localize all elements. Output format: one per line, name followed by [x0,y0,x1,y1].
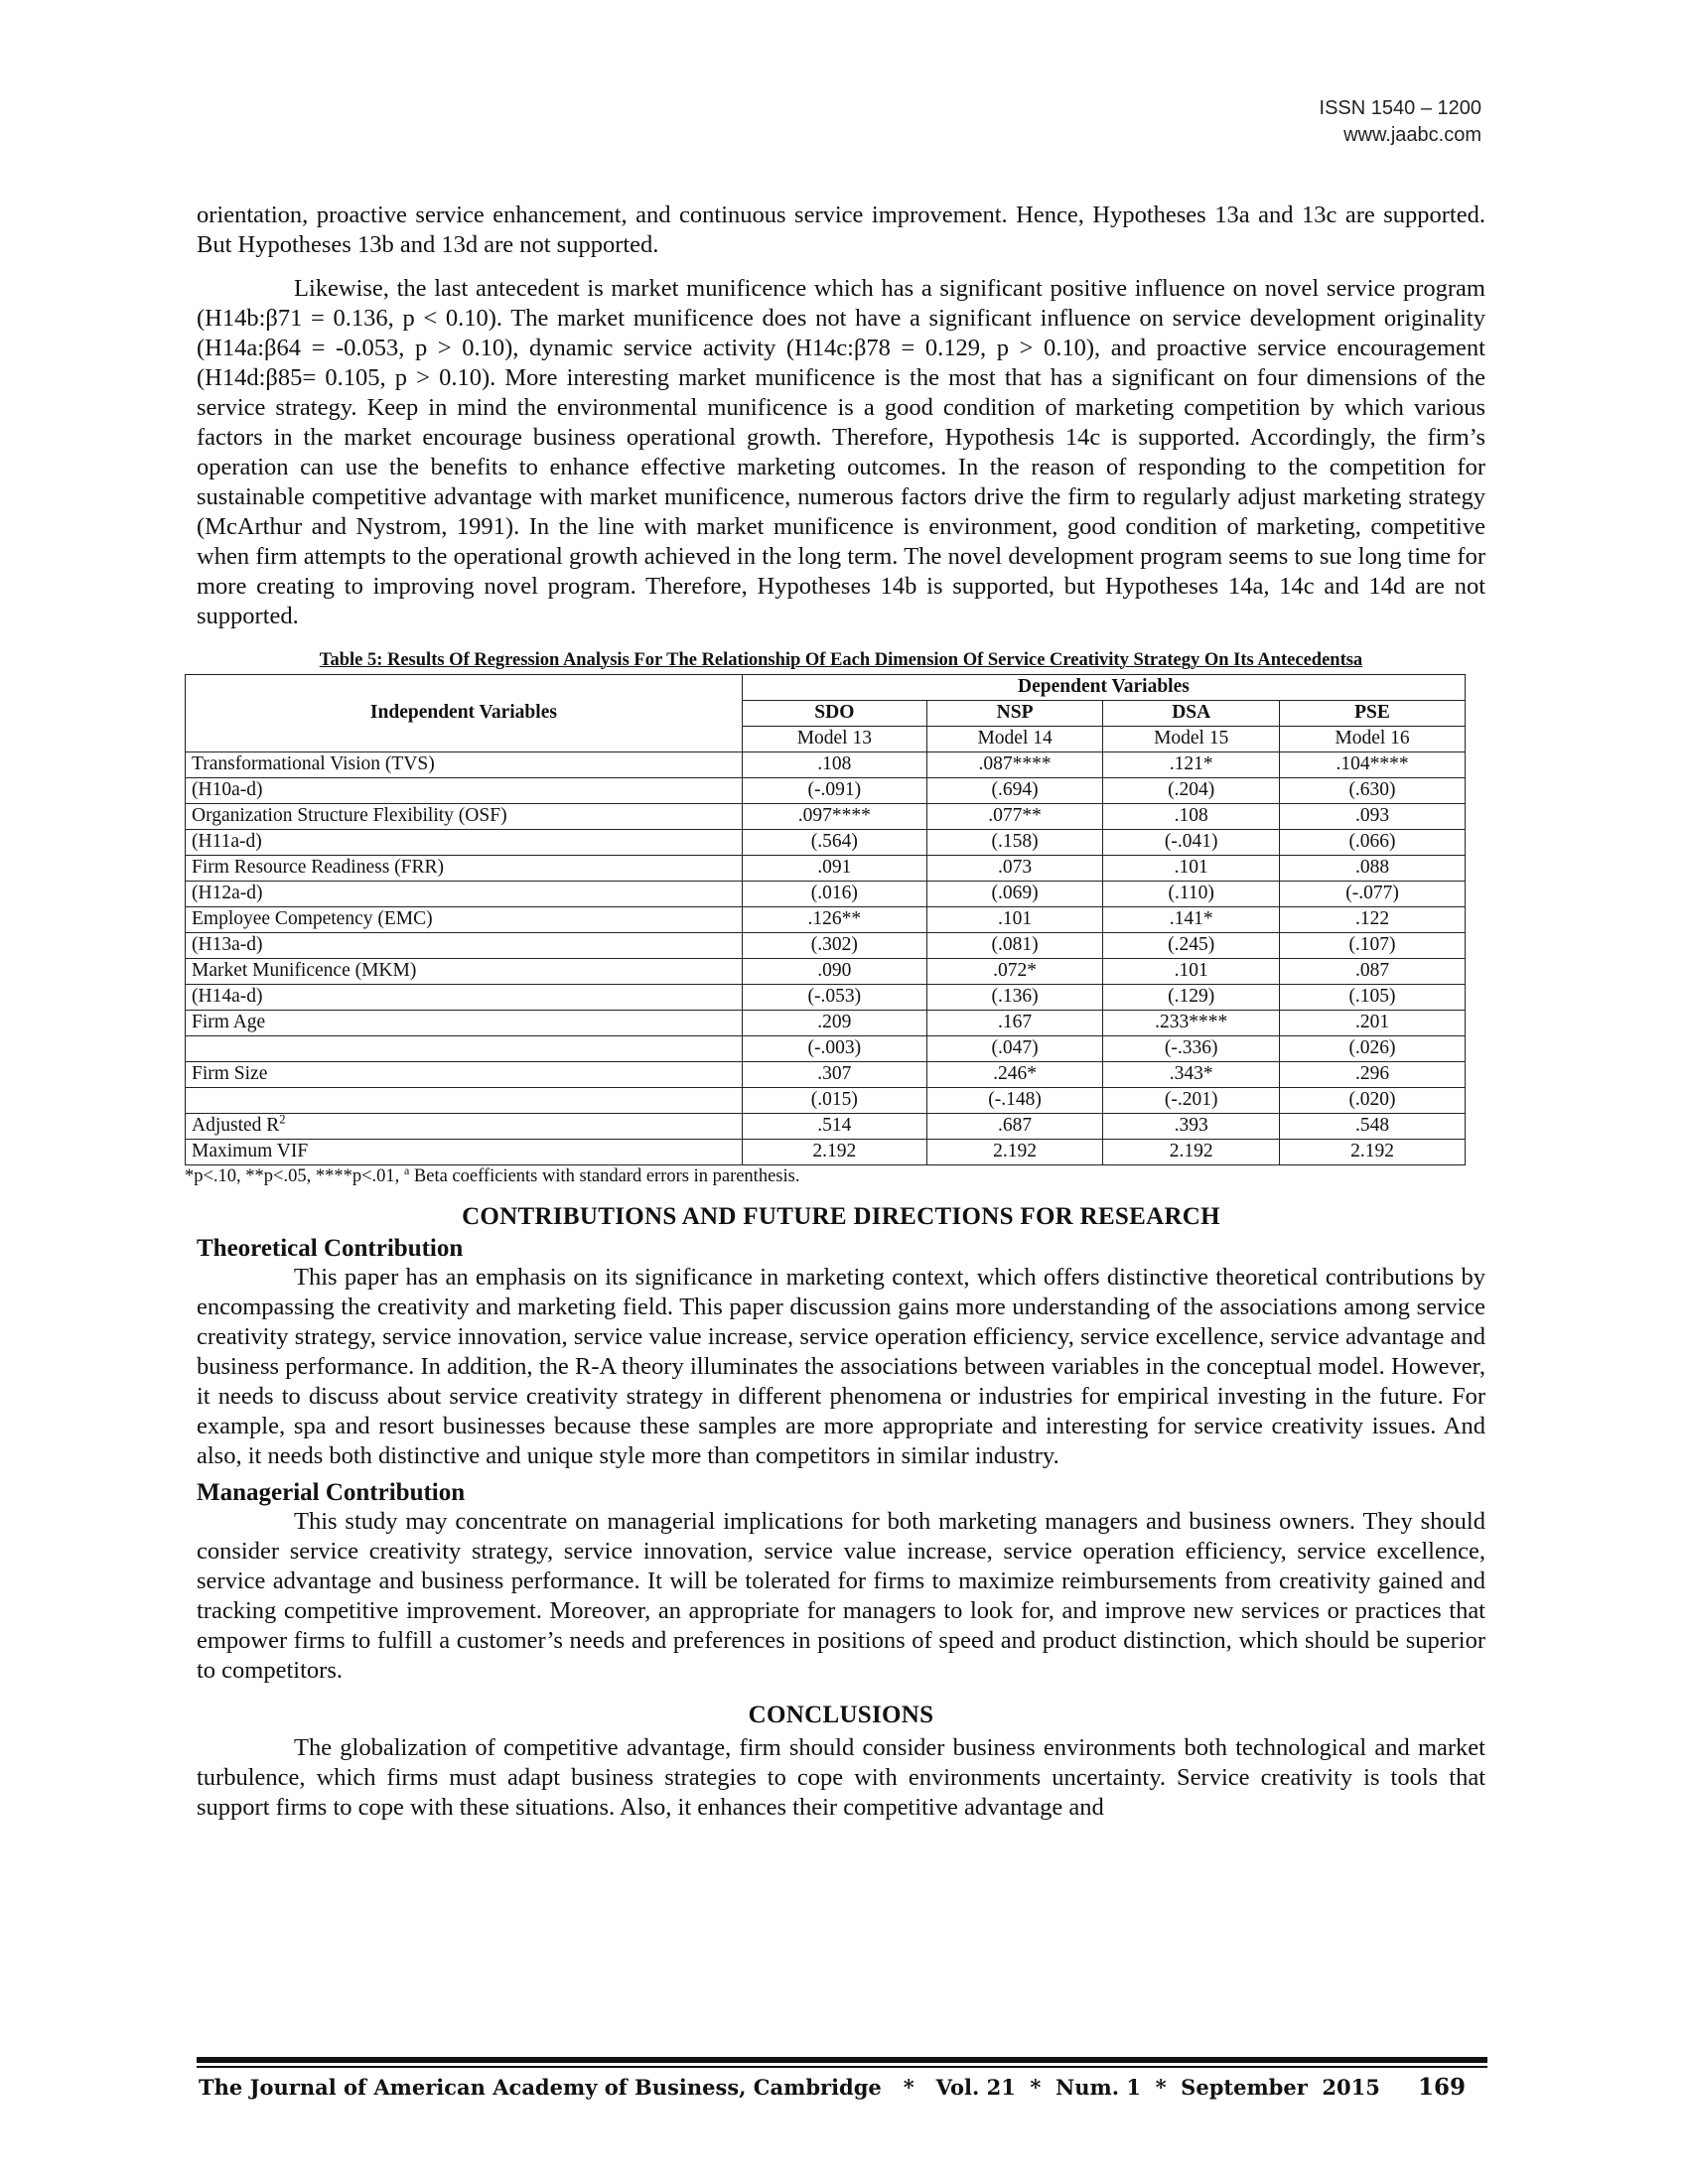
conclusions-heading: CONCLUSIONS [748,1702,934,1728]
table-row [186,778,1466,804]
table-note [185,1162,1485,1187]
table-cell: .201 [1280,1011,1466,1036]
table-cell: (.694) [926,778,1103,804]
footer-rule-thin [197,2066,1487,2068]
table-row [186,856,1466,882]
table-cell: (.564) [742,830,926,856]
model-header-15: Model 15 [1103,727,1280,752]
table-cell: .126** [742,907,926,933]
row-label: Firm Size [186,1062,743,1088]
row-label: Maximum VIF [186,1140,743,1165]
table-row [186,882,1466,907]
table-cell: .091 [742,856,926,882]
column-header-nsp: NSP [926,701,1103,727]
table-cell: .101 [926,907,1103,933]
row-label [186,1088,743,1114]
row-label: (H10a-d) [186,778,743,804]
table-cell: (.245) [1103,933,1280,959]
table-row [186,985,1466,1011]
table-cell: .233**** [1103,1011,1280,1036]
table-body [186,752,1466,1114]
model-header-13: Model 13 [742,727,926,752]
table-cell: .209 [742,1011,926,1036]
row-label [186,1114,743,1140]
row-label: Firm Resource Readiness (FRR) [186,856,743,882]
contributions-heading: CONTRIBUTIONS AND FUTURE DIRECTIONS FOR RESEARCH [462,1203,1220,1230]
table-cell: (.129) [1103,985,1280,1011]
table-cell: (.107) [1280,933,1466,959]
independent-variables-header: Independent Variables [186,675,743,752]
table-row [186,804,1466,830]
table-cell: .393 [1103,1114,1280,1140]
theoretical-contribution-heading: Theoretical Contribution [197,1235,464,1262]
row-label: Firm Age [186,1011,743,1036]
page-header [1320,95,1481,149]
table-row [186,1062,1466,1088]
table-cell: .101 [1103,959,1280,985]
table-cell: (-.091) [742,778,926,804]
table-cell: .548 [1280,1114,1466,1140]
table-cell: (.069) [926,882,1103,907]
r-squared-superscript: 2 [279,1112,286,1127]
page-number: 169 [1418,2074,1467,2101]
table-cell: .077** [926,804,1103,830]
theoretical-contribution-text: This paper has an emphasis on its significance in marketing context, which offers distinctive theoretical contributions by encompassing the creativity and marketing field. This paper discussion gains more understanding of the associations among service creativity strategy, service innovation, service value increase, service operation efficiency, service excellence, service advantage and business performance. In addition, the R-A theory illuminates the associations between variables in the conceptual model. However, it needs to discuss about service creativity strategy in different phenomena or industries for empirical investing in the future. For example, spa and resort businesses because these samples are more appropriate and interesting for service creativity issues. And also, it needs both distinctive and unique style more than competitors in similar industry. [197,1264,1485,1469]
table-cell: 2.192 [1280,1140,1466,1165]
table-row [186,1088,1466,1114]
table-cell: (-.148) [926,1088,1103,1114]
table-cell: (-.077) [1280,882,1466,907]
table-row [186,959,1466,985]
table-row [186,1011,1466,1036]
table-cell: .087**** [926,752,1103,778]
table-cell: (.630) [1280,778,1466,804]
table-cell: .108 [1103,804,1280,830]
table-row [186,1036,1466,1062]
beta-note: Beta coefficients with standard errors in parenthesis. [409,1166,800,1186]
row-label: Transformational Vision (TVS) [186,752,743,778]
table-cell: (-.003) [742,1036,926,1062]
table-cell: .307 [742,1062,926,1088]
table-row-max-vif [186,1140,1466,1165]
conclusions-text: The globalization of competitive advantage, firm should consider business environments both technological and market turbulence, which firms must adapt business strategies to cope with environments uncertainty. Service creativity is tools that support firms to cope with these situations. Also, it enhances their competitive advantage and [197,1734,1485,1821]
table-cell: (.016) [742,882,926,907]
table-cell: (.081) [926,933,1103,959]
table-cell: .104**** [1280,752,1466,778]
table-cell: .097**** [742,804,926,830]
significance-note: *p<.10, **p<.05, ****p<.01, [185,1166,404,1186]
table-row [186,907,1466,933]
paragraph-market-munificence: Likewise, the last antecedent is market munificence which has a significant positive influence on novel service program (H14b:β71 = 0.136, p < 0.10). The market munificence does not have a significant influence on service development originality (H14a:β64 = -0.053, p > 0.10), dynamic service activity (H14c:β78 = 0.129, p > 0.10), and proactive service encouragement (H14d:β85= 0.105, p > 0.10). More interesting market munificence is the most that has a significant on four dimensions of the service strategy. Keep in mind the environmental munificence is a good condition of marketing competition by which various factors in the market encourage business operational growth. Therefore, Hypothesis 14c is supported. Accordingly, the firm’s operation can use the benefits to enhance effective marketing outcomes. In the reason of responding to the competition for sustainable competitive advantage with market munificence, numerous factors drive the firm to regularly adjust marketing strategy (McArthur and Nystrom, 1991). In the line with market munificence is environment, good condition of marketing, competitive when firm attempts to the operational growth achieved in the long term. The novel development program seems to sue long time for more creating to improving novel program. Therefore, Hypotheses 14b is supported, but Hypotheses 14a, 14c and 14d are not supported. [197,275,1485,629]
managerial-contribution-heading: Managerial Contribution [197,1479,466,1506]
table-cell: (-.041) [1103,830,1280,856]
table-cell: (.015) [742,1088,926,1114]
table-caption: Table 5: Results Of Regression Analysis For The Relationship Of Each Dimension Of Service Creativity Strategy On Its Antecedentsa [319,650,1363,670]
row-label: (H12a-d) [186,882,743,907]
row-label: Market Munificence (MKM) [186,959,743,985]
table-cell: .072* [926,959,1103,985]
table-cell: (.105) [1280,985,1466,1011]
row-label: (H11a-d) [186,830,743,856]
table-cell: .093 [1280,804,1466,830]
table-cell: .296 [1280,1062,1466,1088]
issn-text: ISSN 1540 – 1200 [1319,97,1481,119]
table-cell: .087 [1280,959,1466,985]
row-label: (H14a-d) [186,985,743,1011]
table-cell: .090 [742,959,926,985]
table-cell: .514 [742,1114,926,1140]
table-cell: 2.192 [742,1140,926,1165]
table-row-adjusted-r2 [186,1114,1466,1140]
row-label: Organization Structure Flexibility (OSF) [186,804,743,830]
table-cell: (-.336) [1103,1036,1280,1062]
table-cell: (.136) [926,985,1103,1011]
table-cell: (.302) [742,933,926,959]
table-row [186,933,1466,959]
table-cell: (-.053) [742,985,926,1011]
table-cell: .108 [742,752,926,778]
model-header-14: Model 14 [926,727,1103,752]
row-label: (H13a-d) [186,933,743,959]
footer-rule-thick [197,2057,1487,2063]
table-cell: (.047) [926,1036,1103,1062]
table-cell: .343* [1103,1062,1280,1088]
table-cell: .687 [926,1114,1103,1140]
column-header-pse: PSE [1280,701,1466,727]
journal-citation: The Journal of American Academy of Business, Cambridge * Vol. 21 * Num. 1 * September 2015 [199,2075,1380,2100]
table-cell: (.066) [1280,830,1466,856]
regression-table [185,674,1466,1165]
managerial-contribution-text: This study may concentrate on managerial implications for both marketing managers and business owners. They should consider service creativity strategy, service innovation, service value increase, service operation efficiency, service excellence, service advantage and business performance. It will be tolerated for firms to maximize reimbursements from creativity gained and tracking competitive improvement. Moreover, an appropriate for managers to look for, and improve new services or practices that empower firms to fulfill a customer’s needs and preferences in positions of speed and product distinction, which should be superior to competitors. [197,1508,1485,1684]
dependent-variables-header: Dependent Variables [742,675,1465,701]
model-header-16: Model 16 [1280,727,1466,752]
table-row [186,752,1466,778]
row-label: Employee Competency (EMC) [186,907,743,933]
column-header-sdo: SDO [742,701,926,727]
table-cell: .167 [926,1011,1103,1036]
table-cell: 2.192 [926,1140,1103,1165]
page-body [185,201,1485,1823]
table-cell: (.204) [1103,778,1280,804]
table-cell: .246* [926,1062,1103,1088]
table-cell: .121* [1103,752,1280,778]
table-cell: .122 [1280,907,1466,933]
table-cell: (.110) [1103,882,1280,907]
website-text: www.jaabc.com [1343,124,1481,146]
table-cell: 2.192 [1103,1140,1280,1165]
column-header-dsa: DSA [1103,701,1280,727]
table-cell: .073 [926,856,1103,882]
table-cell: (.020) [1280,1088,1466,1114]
note-superscript: a [403,1162,410,1177]
row-label [186,1036,743,1062]
paragraph-continuation: orientation, proactive service enhancement, and continuous service improvement. Hence, Hypotheses 13a and 13c are supported. But Hypotheses 13b and 13d are not supported. [197,202,1485,258]
table-cell: .141* [1103,907,1280,933]
table-cell: .088 [1280,856,1466,882]
adjusted-r2-label: Adjusted R [192,1115,280,1136]
table-cell: (.026) [1280,1036,1466,1062]
table-cell: (.158) [926,830,1103,856]
table-row [186,830,1466,856]
table-cell: .101 [1103,856,1280,882]
table-cell: (-.201) [1103,1088,1280,1114]
